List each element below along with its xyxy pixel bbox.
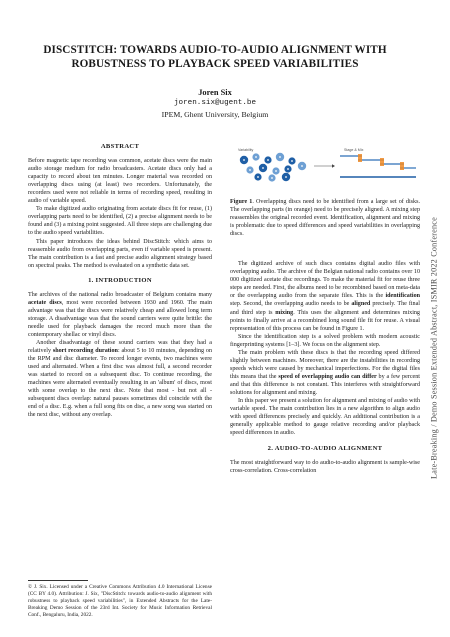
disc-icon (276, 153, 284, 161)
paper-title: DISCSTITCH: TOWARDS AUDIO-TO-AUDIO ALIGNMENT WITH ROBUSTNESS TO PLAYBACK SPEED VARIABILITIES (43, 44, 387, 70)
disc-icon (288, 157, 295, 164)
disc-icon (246, 166, 253, 173)
right-paragraph-4: In this paper we present a solution for alignment and mixing of audio with variable speed. The main contribution lies in a new algorithm to align audio with speed differences precisely and quickly. An additional contribution is a generally applicable method to gauge relative recording and/or playback speed differences in audio. (230, 398, 420, 437)
introduction-heading: 1. INTRODUCTION (88, 276, 152, 284)
abstract-paragraph-3: This paper introduces the ideas behind DiscStitch: which aims to reassemble audio from overlapping parts, even if variable speed is present. The main contribution is a fast and precise audio alignment strategy based on spectral peaks. The method is evaluated on a synthetic data set. (28, 238, 212, 269)
disc-icon (282, 173, 290, 181)
right-column (230, 198, 420, 475)
disc-icon (268, 174, 275, 181)
license-footnote: © J. Six. Licensed under a Creative Commons Attribution 4.0 International License (CC BY 4.0). Attribution: J. Six, "DiscStitch: towards audio-to-audio alignment with robustness to playback speed variabilities", in Extended Abstracts for the Late-Breaking Demo Session of the 23rd Int. Society for Music Information Retrieval Conf., Bengaluru, India, 2022. (28, 584, 212, 618)
figure-label-left: Variability (238, 148, 254, 152)
disc-icon (254, 173, 261, 180)
alignment-timeline (340, 154, 416, 177)
author-name: Joren Six (198, 88, 232, 97)
conference-sidebar-text: Late-Breaking / Demo Session Extended Abstract, ISMIR 2022 Conference (429, 217, 439, 479)
disc-icon (284, 165, 291, 172)
right-paragraph-2: Since the identification step is a solved problem with modern acoustic fingerprinting systems [1–3]. We focus on the alignment step. (230, 333, 420, 348)
figure-1-caption: Figure 1. Overlapping discs need to be identified from a large set of disks. The overlapping parts (in orange) need to be precisely aligned. A mixing step reassembles the original recorded event. Identification, alignment and mixing is problematic due to speed differences and speed variabilities in overlapping discs. (230, 199, 420, 238)
right-paragraph-1: The digitized archive of such discs contains digital audio files with overlapping audio. The archive of the Belgian national radio contains over 10 000 digitized acetate disc recordings. To make the material fit for reuse three steps are needed. First, the albums need to be recombined based on meta-data or the overlapping audio from the separate files. This is the identification step. Second, the overlapping audio needs to be aligned precisely. The final and third step is mixing. This uses the alignment and determines mixing points to finally arrive at a recombined long sound file fit for reuse. A visual representation of this process can be found in Figure 1. (230, 261, 420, 332)
figure-1-illustration (232, 146, 418, 182)
abstract-paragraph-2: To make digitized audio originating from acetate discs fit for reuse, (1) overlapping parts need to be identified, (2) a precise alignment needs to be found and (3) a mixing point suggested. All three steps are challenging due to the audio speed variabilities. (28, 206, 212, 237)
disc-icon (298, 162, 306, 170)
arrow-icon (314, 164, 335, 167)
overlap-region (380, 158, 384, 166)
disc-cluster (240, 153, 306, 182)
disc-icon (272, 167, 279, 174)
author-email: joren.six@ugent.be (173, 99, 257, 107)
section-2-heading: 2. AUDIO-TO-AUDIO ALIGNMENT (267, 445, 383, 453)
overlap-region (400, 162, 404, 170)
conference-sidebar (425, 128, 443, 568)
intro-paragraph-1: The archives of the national radio broadcaster of Belgium contains many acetate discs, most were recorded between 1930 and 1960. The main advantage was that the discs were relatively cheap and allowed long term storage. A disadvantage was that the sound carriers were quite brittle: the needle used for playback damages the record much more than the contemporary shellac or vinyl discs. (28, 291, 212, 338)
abstract-paragraph-1: Before magnetic tape recording was common, acetate discs were the main audio storage medium for radio broadcasters. Acetate discs only had a capacity to record about ten minutes. Longer material was recorded on overlapping discs using (at least) two recorders. Unfortunately, the recorders used were not reliable in terms of recording speed, resulting in audio of variable speed. (28, 158, 212, 205)
abstract-heading: ABSTRACT (100, 143, 140, 150)
footnote-rule (28, 580, 88, 581)
intro-paragraph-2: Another disadvantage of these sound carriers was that they had a relatively short recording duration: about 5 to 10 minutes, depending on the RPM and disc diameter. To record longer events, two machines were used and alternated. When a first disc was almost full, a second recorder was started to record on a subsequent disc. To continue recording, the machines were alternated eventually resulting in an 'album' of discs, most with some overlap to the next disc. Note that most - but not all - subsequent discs overlap: natural pauses sometimes did coincide with the end of a disc. E.g. when a full song fits on disc, a new song was started on the next disc, without any overlap. (28, 340, 212, 419)
right-paragraph-5: The most straightforward way to do audio-to-audio alignment is sample-wise cross-correlation. Cross-correlation (230, 460, 420, 475)
disc-icon (240, 156, 248, 164)
figure-label-right: Stage & Mix (344, 148, 364, 152)
right-paragraph-3: The main problem with these discs is that the recording speed differed slightly between machines. Moreover, there are the instabilities in recording speeds which were caused by mechanical imperfections. For the digital files this means that the speed of overlapping audio can differ by a few percent and that this difference is not constant. This interferes with straightforward solutions for alignment and mixing. (230, 349, 420, 396)
overlap-region (358, 154, 362, 162)
disc-icon (259, 164, 267, 172)
left-column (28, 143, 212, 420)
disc-icon (252, 153, 259, 160)
author-affiliation: IPEM, Ghent University, Belgium (161, 110, 269, 119)
disc-icon (264, 156, 271, 163)
